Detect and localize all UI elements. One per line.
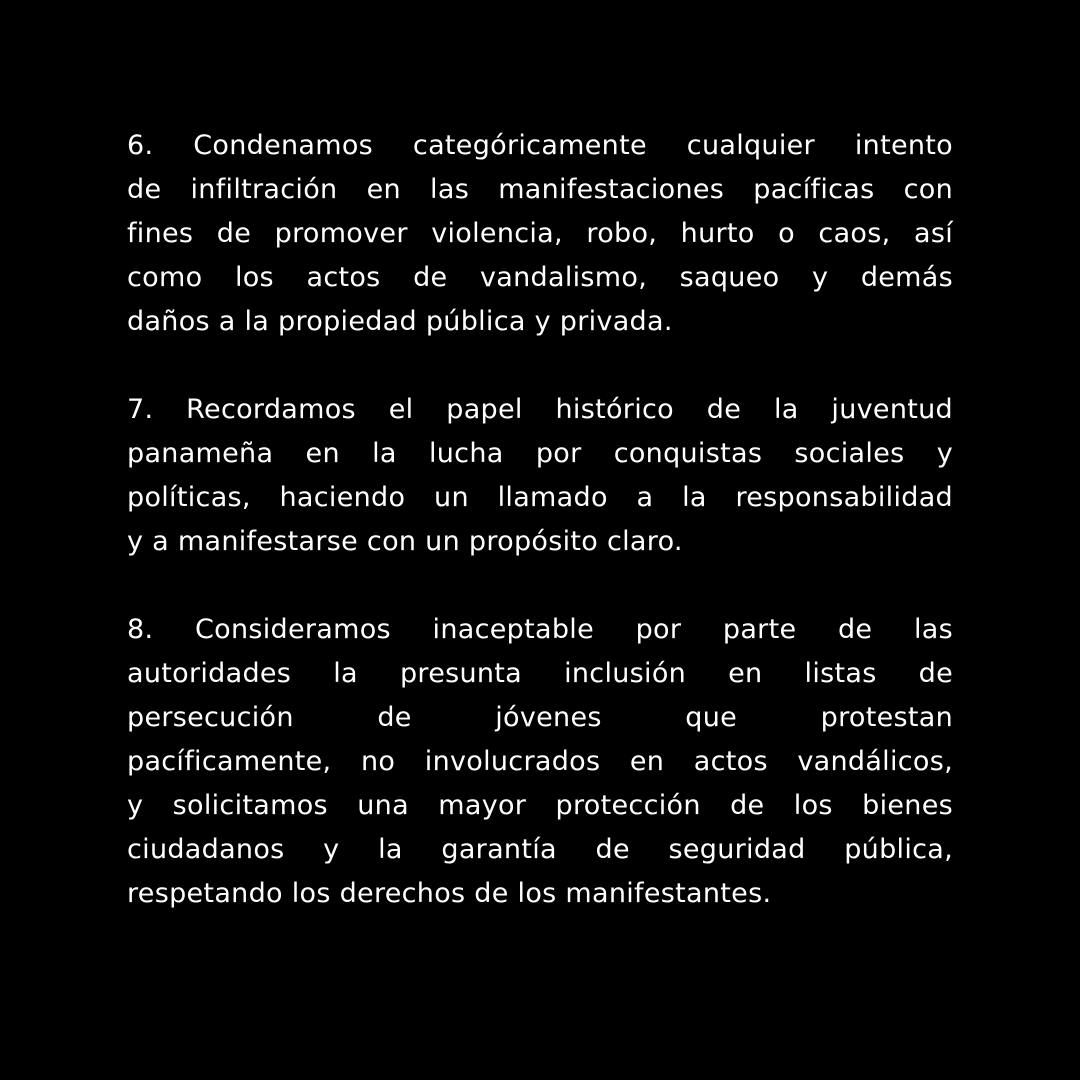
paragraph-line: como los actos de vandalismo, saqueo y demás: [127, 262, 953, 293]
paragraph-line: 7. Recordamos el papel histórico de la juventud: [127, 394, 953, 425]
paragraph-line: daños a la propiedad pública y privada.: [127, 306, 673, 337]
paragraph-line: autoridades la presunta inclusión en listas de: [127, 658, 953, 689]
paragraph-line: 6. Condenamos categóricamente cualquier intento: [127, 130, 953, 161]
paragraph-line: persecución de jóvenes que protestan: [127, 702, 953, 733]
paragraph-line: y a manifestarse con un propósito claro.: [127, 526, 683, 557]
paragraph-line: y solicitamos una mayor protección de los bienes: [127, 790, 953, 821]
paragraph-line: panameña en la lucha por conquistas sociales y: [127, 438, 953, 469]
paragraph-6: [127, 124, 953, 344]
paragraph-line: pacíficamente, no involucrados en actos vandálicos,: [127, 746, 953, 777]
paragraph-line: políticas, haciendo un llamado a la responsabilidad: [127, 482, 953, 513]
paragraph-line: 8. Consideramos inaceptable por parte de las: [127, 614, 953, 645]
paragraph-line: ciudadanos y la garantía de seguridad pública,: [127, 834, 953, 865]
paragraph-line: de infiltración en las manifestaciones pacíficas con: [127, 174, 953, 205]
paragraph-8: [127, 608, 953, 916]
paragraph-line: respetando los derechos de los manifestantes.: [127, 878, 772, 909]
paragraph-7: [127, 388, 953, 564]
statement-text: [127, 124, 953, 916]
paragraph-line: fines de promover violencia, robo, hurto o caos, así: [127, 218, 953, 249]
